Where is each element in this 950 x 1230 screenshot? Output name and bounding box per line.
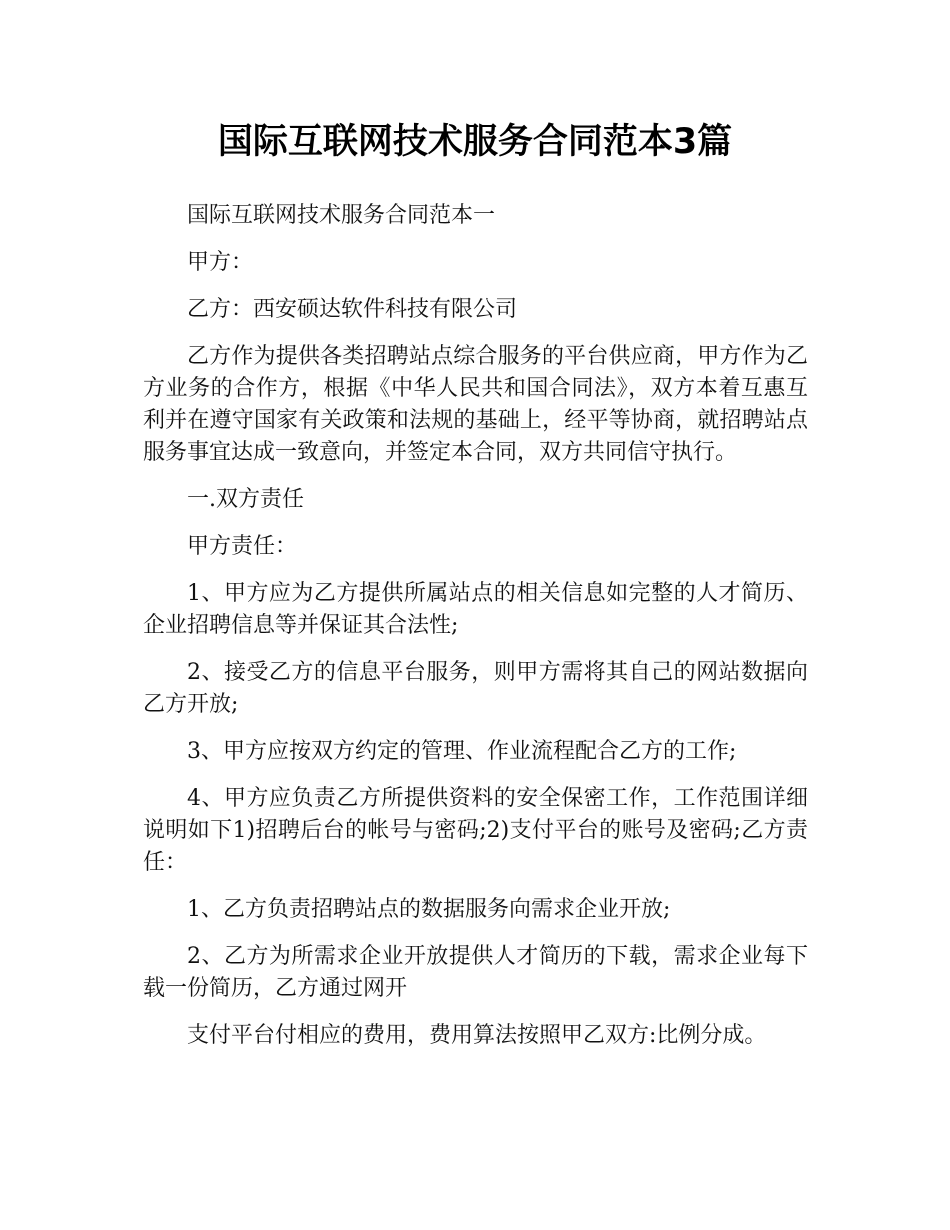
section-heading-responsibilities: 一.双方责任 bbox=[187, 487, 304, 512]
paragraph-item: 2、乙方为所需求企业开放提供人才简历的下载，需求企业每下载一份简历，乙方通过网开 bbox=[143, 944, 808, 1001]
document-title: 国际互联网技术服务合同范本3篇 bbox=[217, 122, 733, 162]
paragraph-item: 2、接受乙方的信息平台服务，则甲方需将其自己的网站数据向乙方开放; bbox=[143, 660, 808, 717]
document-body bbox=[143, 200, 808, 1067]
paragraph-party-b: 乙方：西安硕达软件科技有限公司 bbox=[187, 297, 518, 322]
paragraph-party-a: 甲方： bbox=[187, 250, 254, 275]
paragraph-preamble: 乙方作为提供各类招聘站点综合服务的平台供应商，甲方作为乙方业务的合作方，根据《中华人民共和国合同法》，双方本着互惠互利并在遵守国家有关政策和法规的基础上，经平等协商，就招聘站点服务事宜达成一致意向，并签定本合同，双方共同信守执行。 bbox=[143, 344, 808, 465]
paragraph-item: 1、甲方应为乙方提供所属站点的相关信息如完整的人才简历、企业招聘信息等并保证其合法性; bbox=[143, 581, 808, 638]
paragraph-item: 4、甲方应负责乙方所提供资料的安全保密工作，工作范围详细说明如下1)招聘后台的帐号与密码;2)支付平台的账号及密码;乙方责任： bbox=[143, 786, 808, 875]
paragraph-item: 支付平台付相应的费用，费用算法按照甲乙双方:比例分成。 bbox=[187, 1023, 767, 1048]
paragraph-item: 1、乙方负责招聘站点的数据服务向需求企业开放; bbox=[187, 897, 671, 922]
paragraph-item: 3、甲方应按双方约定的管理、作业流程配合乙方的工作; bbox=[187, 739, 737, 764]
subheading-party-a-responsibilities: 甲方责任： bbox=[187, 534, 298, 559]
paragraph-subtitle: 国际互联网技术服务合同范本一 bbox=[187, 203, 496, 228]
